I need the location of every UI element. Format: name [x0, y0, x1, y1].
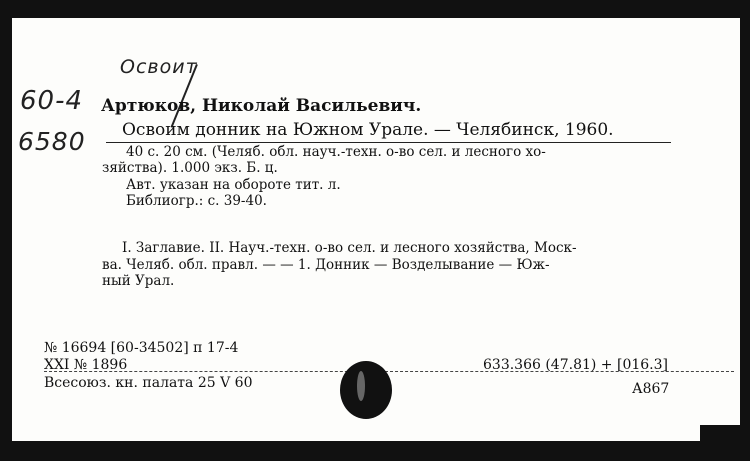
handwritten-code-a: 60-4: [20, 86, 84, 116]
footer-code: А867: [632, 381, 670, 397]
punch-hole-icon: [340, 361, 392, 419]
title-underline: [106, 142, 671, 143]
physical-description: 40 с. 20 см. (Челяб. обл. науч.-техн. о-во сел. и лесного хо-: [126, 144, 546, 160]
note-author: Авт. указан на обороте тит. л.: [126, 177, 341, 193]
footer-udc: 633.366 (47.81) + [016.3]: [483, 357, 668, 373]
footer-chamber-line: Всесоюз. кн. палата 25 V 60: [44, 375, 253, 391]
tracings-line-3: ный Урал.: [102, 273, 175, 289]
author-heading: Артюков, Николай Васильевич.: [101, 96, 422, 116]
handwritten-code-b: 6580: [18, 127, 86, 156]
scan-border-left: [0, 0, 12, 461]
footer-series-line: XXI № 1896: [44, 357, 128, 373]
physical-description-cont: зяйства). 1.000 экз. Б. ц.: [102, 160, 278, 176]
scan-border-right: [740, 0, 750, 461]
note-bibliography: Библиогр.: с. 39-40.: [126, 193, 267, 209]
handwritten-top-note: Освоит: [120, 56, 198, 78]
tracings-line-1: I. Заглавие. II. Науч.-техн. о-во сел. и лесного хозяйства, Моск-: [122, 240, 577, 256]
tracings-line-2: ва. Челяб. обл. правл. — — 1. Донник — Возделывание — Юж-: [102, 257, 550, 273]
scan-border-notch: [700, 425, 742, 443]
scan-border-top: [0, 0, 750, 18]
title-line: Освоим донник на Южном Урале. — Челябинск, 1960.: [122, 120, 614, 140]
scan-border-bottom: [0, 441, 750, 461]
footer-number-line: № 16694 [60-34502] п 17-4: [44, 340, 239, 356]
